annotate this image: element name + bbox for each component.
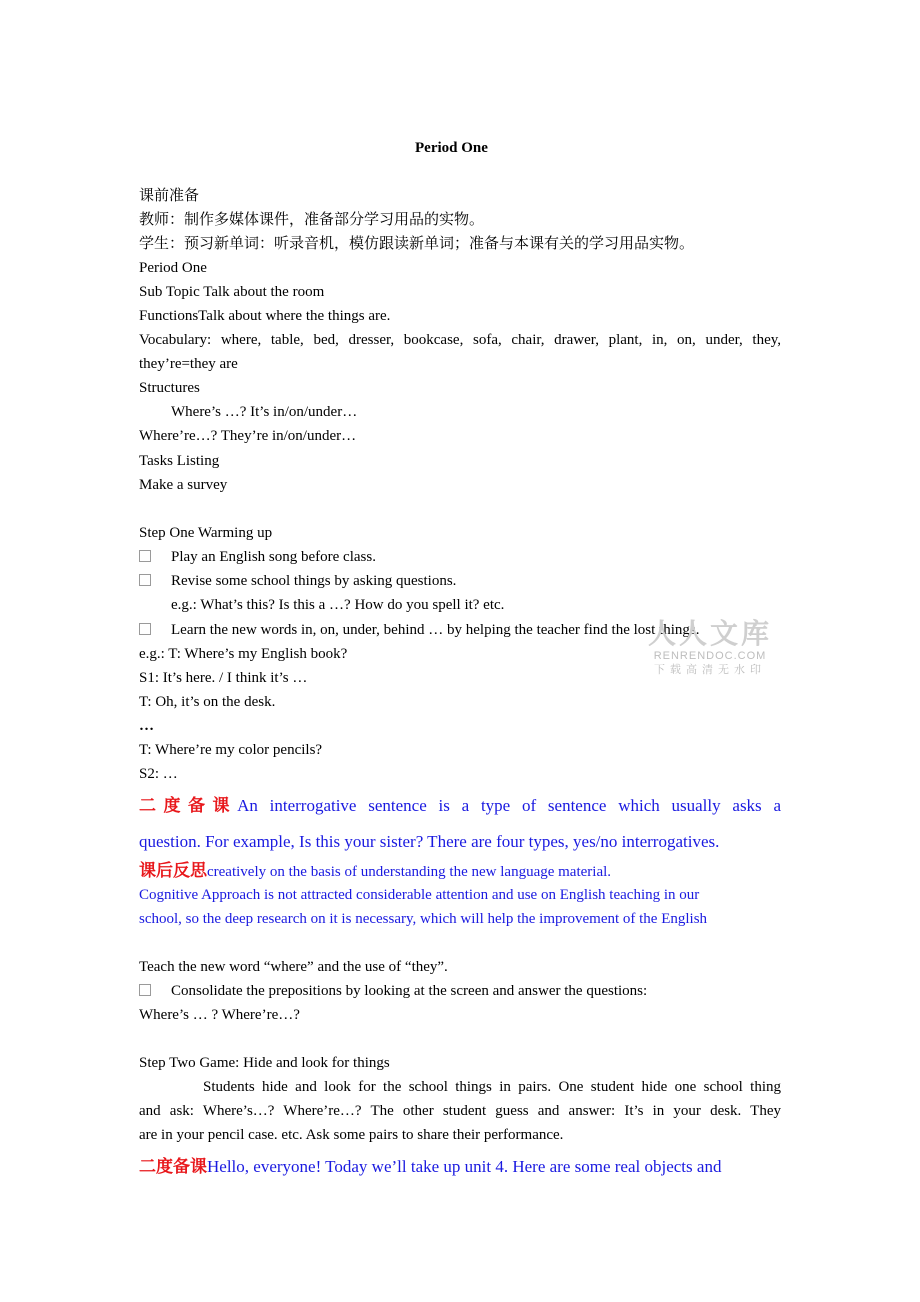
- watermark-slogan: 下载高清无水印: [654, 664, 766, 676]
- where-line: Where’s … ? Where’re…?: [139, 1007, 300, 1023]
- period-line: Period One: [139, 260, 207, 276]
- functions-line: FunctionsTalk about where the things are.: [139, 308, 391, 324]
- bullet-box-icon: [139, 982, 153, 1000]
- cognitive-line: school, so the deep research on it is necessary, which will help the improvement of the English: [139, 911, 708, 927]
- bullet-box-icon: [139, 621, 153, 639]
- structure-item: Where’s …? It’s in/on/under…: [171, 404, 358, 420]
- note-text-line-2: question. For example, Is this your sister? There are four types, yes/no interrogatives.: [139, 832, 720, 851]
- dialogue-line: S1: It’s here. / I think it’s …: [139, 670, 308, 686]
- cognitive-line: Cognitive Approach is not attracted considerable attention and use on English teaching in our: [139, 887, 700, 903]
- dialogue-line: T: Where’re my color pencils?: [139, 742, 323, 758]
- reflection-label: 课后反思: [139, 861, 207, 880]
- student-line: 学生：预习新单词：听录音机，模仿跟读新单词；准备与本课有关的学习用品实物。: [139, 236, 695, 252]
- reflection-text: creatively on the basis of understanding the new language material.: [207, 864, 612, 880]
- prep-header: 课前准备: [139, 188, 200, 204]
- page-title: Period One: [415, 140, 488, 156]
- bullet-text: Consolidate the prepositions by looking at the screen and answer the questions:: [171, 983, 648, 999]
- survey-line: Make a survey: [139, 477, 228, 493]
- teach-line: Teach the new word “where” and the use of “they”.: [139, 959, 448, 975]
- game-line: Students hide and look for the school things in pairs. One student hide one school thing: [203, 1079, 781, 1095]
- bullet-box-icon: [139, 572, 153, 590]
- step-two-heading: Step Two Game: Hide and look for things: [139, 1055, 390, 1071]
- dialogue-line: e.g.: T: Where’s my English book?: [139, 646, 348, 662]
- note-text: An interrogative sentence is a type of sentence which usually asks a: [237, 796, 781, 815]
- step-one-heading: Step One Warming up: [139, 525, 273, 541]
- bullet-text: Revise some school things by asking questions.: [171, 573, 457, 589]
- watermark-name: 人人文库: [647, 618, 772, 649]
- note-label: 二度备课: [139, 796, 238, 815]
- ellipsis-line: …: [139, 718, 154, 734]
- dialogue-line: T: Oh, it’s on the desk.: [139, 694, 276, 710]
- note-line: [139, 795, 781, 817]
- teacher-line: 教师：制作多媒体课件，准备部分学习用品的实物。: [139, 212, 485, 228]
- bullet-text: Play an English song before class.: [171, 549, 376, 565]
- structures-heading: Structures: [139, 380, 200, 396]
- watermark-logo: [640, 618, 780, 677]
- watermark-domain: RENRENDOC.COM: [653, 650, 767, 662]
- subtopic-line: Sub Topic Talk about the room: [139, 284, 325, 300]
- note-text: Hello, everyone! Today we’ll take up unit 4. Here are some real objects and: [207, 1157, 722, 1176]
- vocabulary-line: Vocabulary: where, table, bed, dresser, bookcase, sofa, chair, drawer, plant, in, on, under, they,: [139, 332, 781, 348]
- dialogue-line: S2: …: [139, 766, 178, 782]
- structure-item: Where’re…? They’re in/on/under…: [139, 428, 357, 444]
- bullet-box-icon: [139, 548, 153, 566]
- reflection-line: [139, 860, 611, 882]
- bullet-text: Learn the new words in, on, under, behind … by helping the teacher find the lost things.: [171, 622, 700, 638]
- note-label: 二度备课: [139, 1157, 207, 1176]
- vocabulary-line-2: they’re=they are: [139, 356, 238, 372]
- game-line: and ask: Where’s…? Where’re…? The other student guess and answer: It’s in your desk. They: [139, 1103, 781, 1119]
- tasks-line: Tasks Listing: [139, 453, 220, 469]
- game-line: are in your pencil case. etc. Ask some pairs to share their performance.: [139, 1127, 564, 1143]
- example-line: e.g.: What’s this? Is this a …? How do you spell it? etc.: [171, 597, 505, 613]
- note-line: [139, 1156, 721, 1178]
